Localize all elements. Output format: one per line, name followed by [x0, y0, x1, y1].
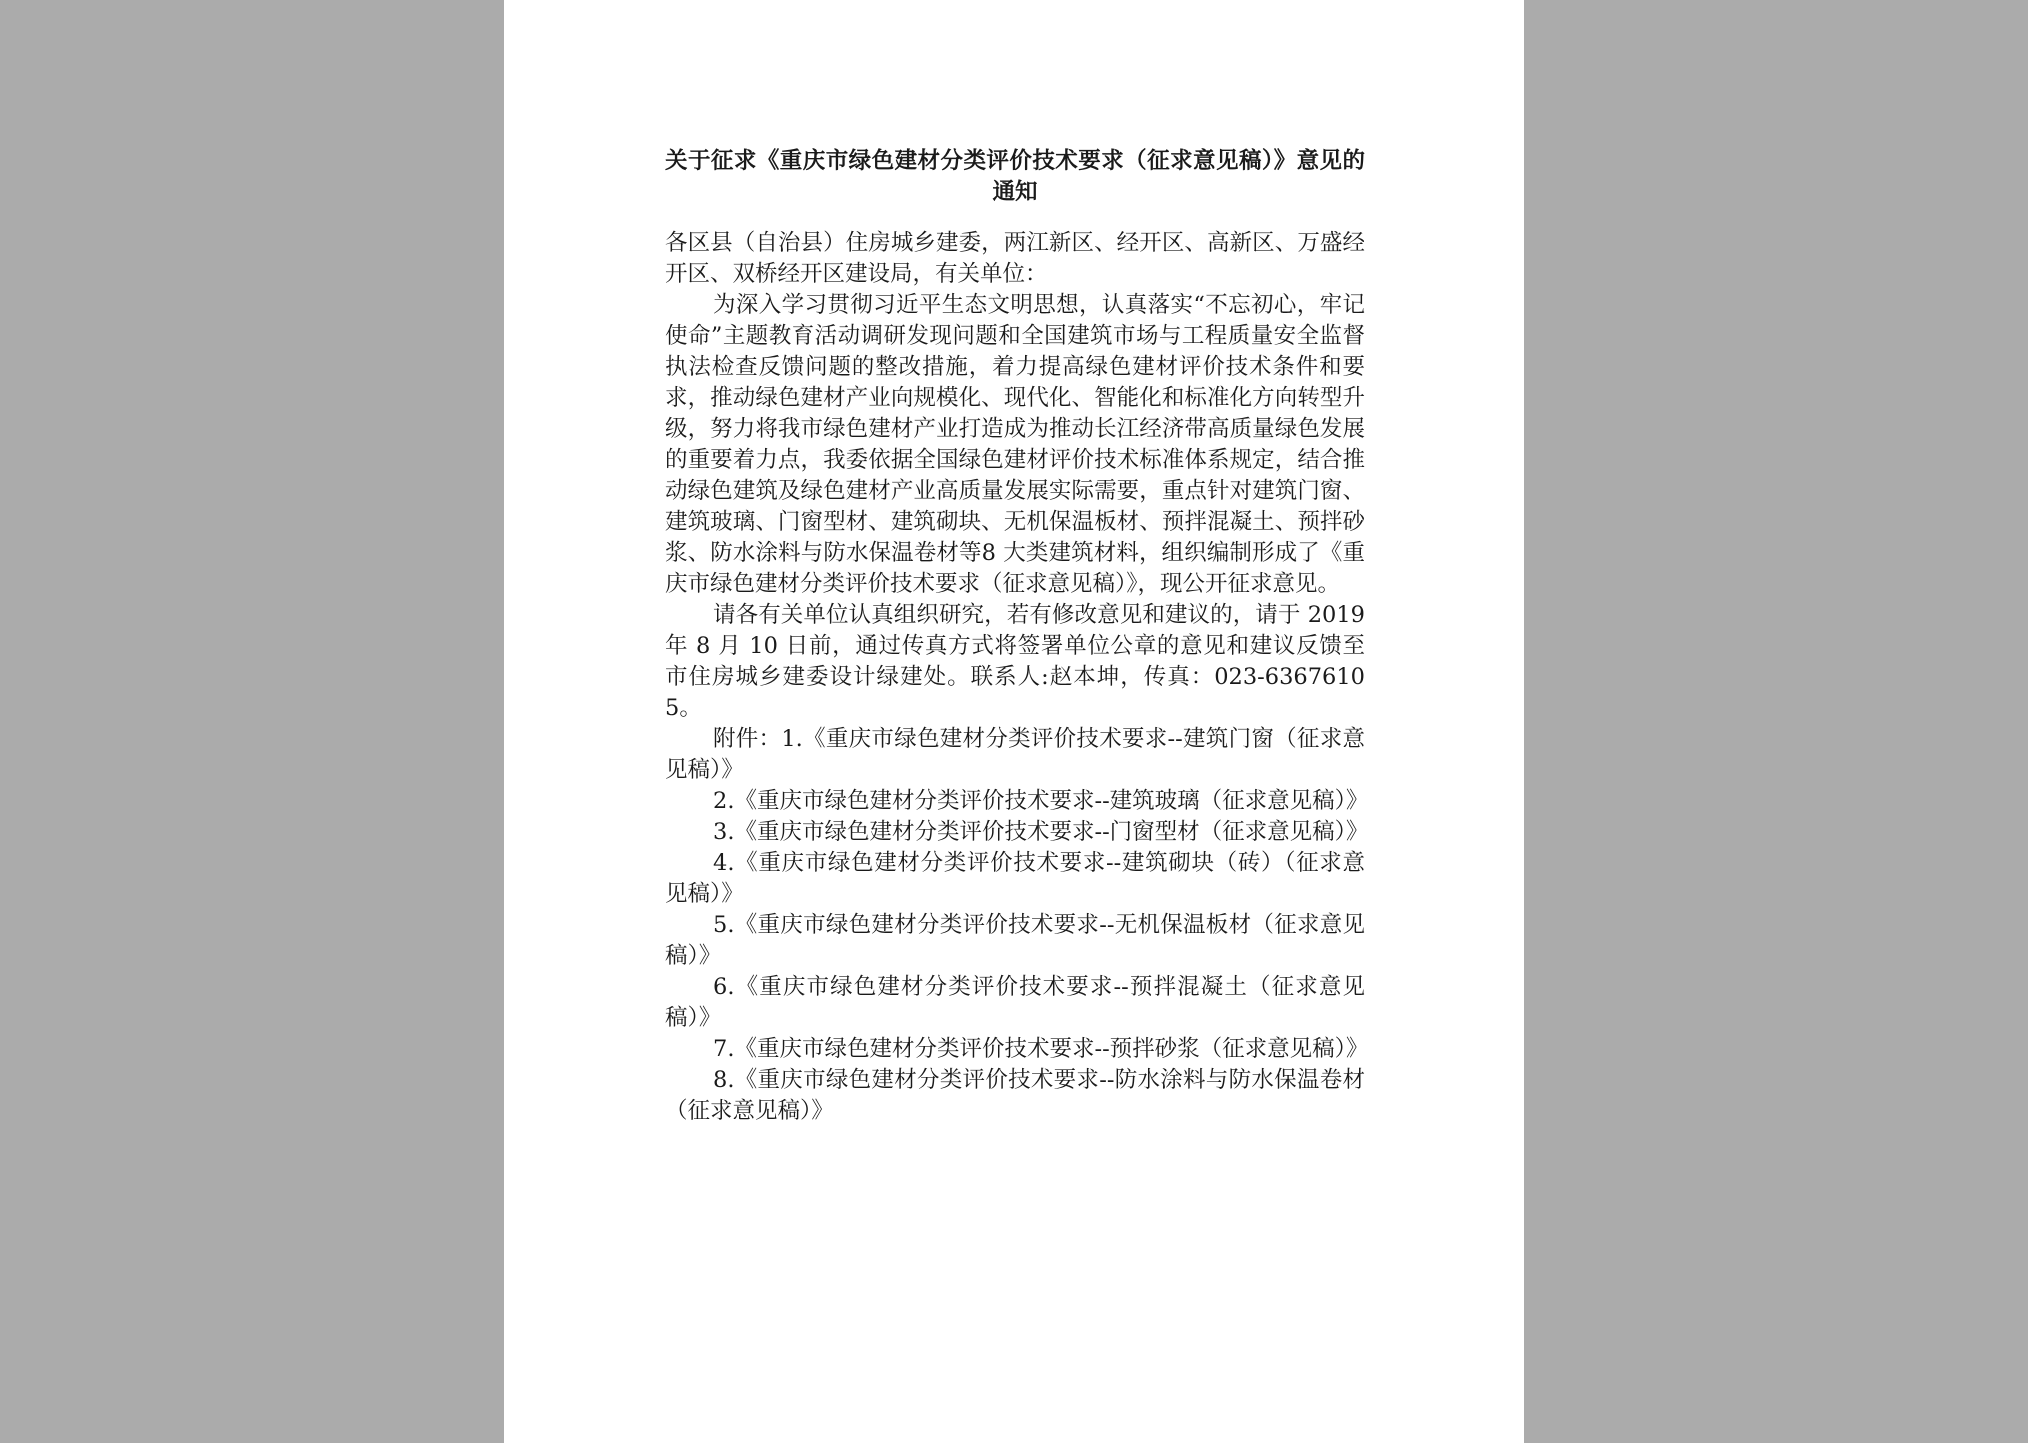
salutation: 各区县（自治县）住房城乡建委，两江新区、经开区、高新区、万盛经开区、双桥经开区建设局，有关单位：	[665, 230, 1365, 287]
document-page	[504, 0, 1524, 1443]
attachment-item-4: 4.《重庆市绿色建材分类评价技术要求--建筑砌块（砖）（征求意见稿）》	[665, 850, 1365, 907]
document-content	[665, 146, 1369, 1127]
body-paragraph-2: 请各有关单位认真组织研究，若有修改意见和建议的，请于 2019 年 8 月 10 日前，通过传真方式将签署单位公章的意见和建议反馈至市住房城乡建委设计绿建处。联系人:赵本坤，传真：023-63676105。	[665, 602, 1365, 721]
attachment-item-1: 附件：1.《重庆市绿色建材分类评价技术要求--建筑门窗（征求意见稿）》	[665, 726, 1365, 783]
attachment-item-3: 3.《重庆市绿色建材分类评价技术要求--门窗型材（征求意见稿）》	[713, 819, 1369, 845]
attachment-item-2: 2.《重庆市绿色建材分类评价技术要求--建筑玻璃（征求意见稿）》	[713, 788, 1369, 814]
document-title: 关于征求《重庆市绿色建材分类评价技术要求（征求意见稿）》意见的通知	[665, 148, 1365, 205]
attachment-item-6: 6.《重庆市绿色建材分类评价技术要求--预拌混凝土（征求意见稿）》	[665, 974, 1365, 1031]
body-paragraph-1: 为深入学习贯彻习近平生态文明思想，认真落实“不忘初心，牢记使命”主题教育活动调研发现问题和全国建筑市场与工程质量安全监督执法检查反馈问题的整改措施，着力提高绿色建材评价技术条件和要求，推动绿色建材产业向规模化、现代化、智能化和标准化方向转型升级，努力将我市绿色建材产业打造成为推动长江经济带高质量绿色发展的重要着力点，我委依据全国绿色建材评价技术标准体系规定，结合推动绿色建筑及绿色建材产业高质量发展实际需要，重点针对建筑门窗、建筑玻璃、门窗型材、建筑砌块、无机保温板材、预拌混凝土、预拌砂浆、防水涂料与防水保温卷材等8 大类建筑材料，组织编制形成了《重庆市绿色建材分类评价技术要求（征求意见稿）》，现公开征求意见。	[665, 292, 1365, 597]
attachment-item-7: 7.《重庆市绿色建材分类评价技术要求--预拌砂浆（征求意见稿）》	[713, 1036, 1369, 1062]
attachment-item-5: 5.《重庆市绿色建材分类评价技术要求--无机保温板材（征求意见稿）》	[665, 912, 1365, 969]
attachment-item-8: 8.《重庆市绿色建材分类评价技术要求--防水涂料与防水保温卷材（征求意见稿）》	[665, 1067, 1365, 1124]
